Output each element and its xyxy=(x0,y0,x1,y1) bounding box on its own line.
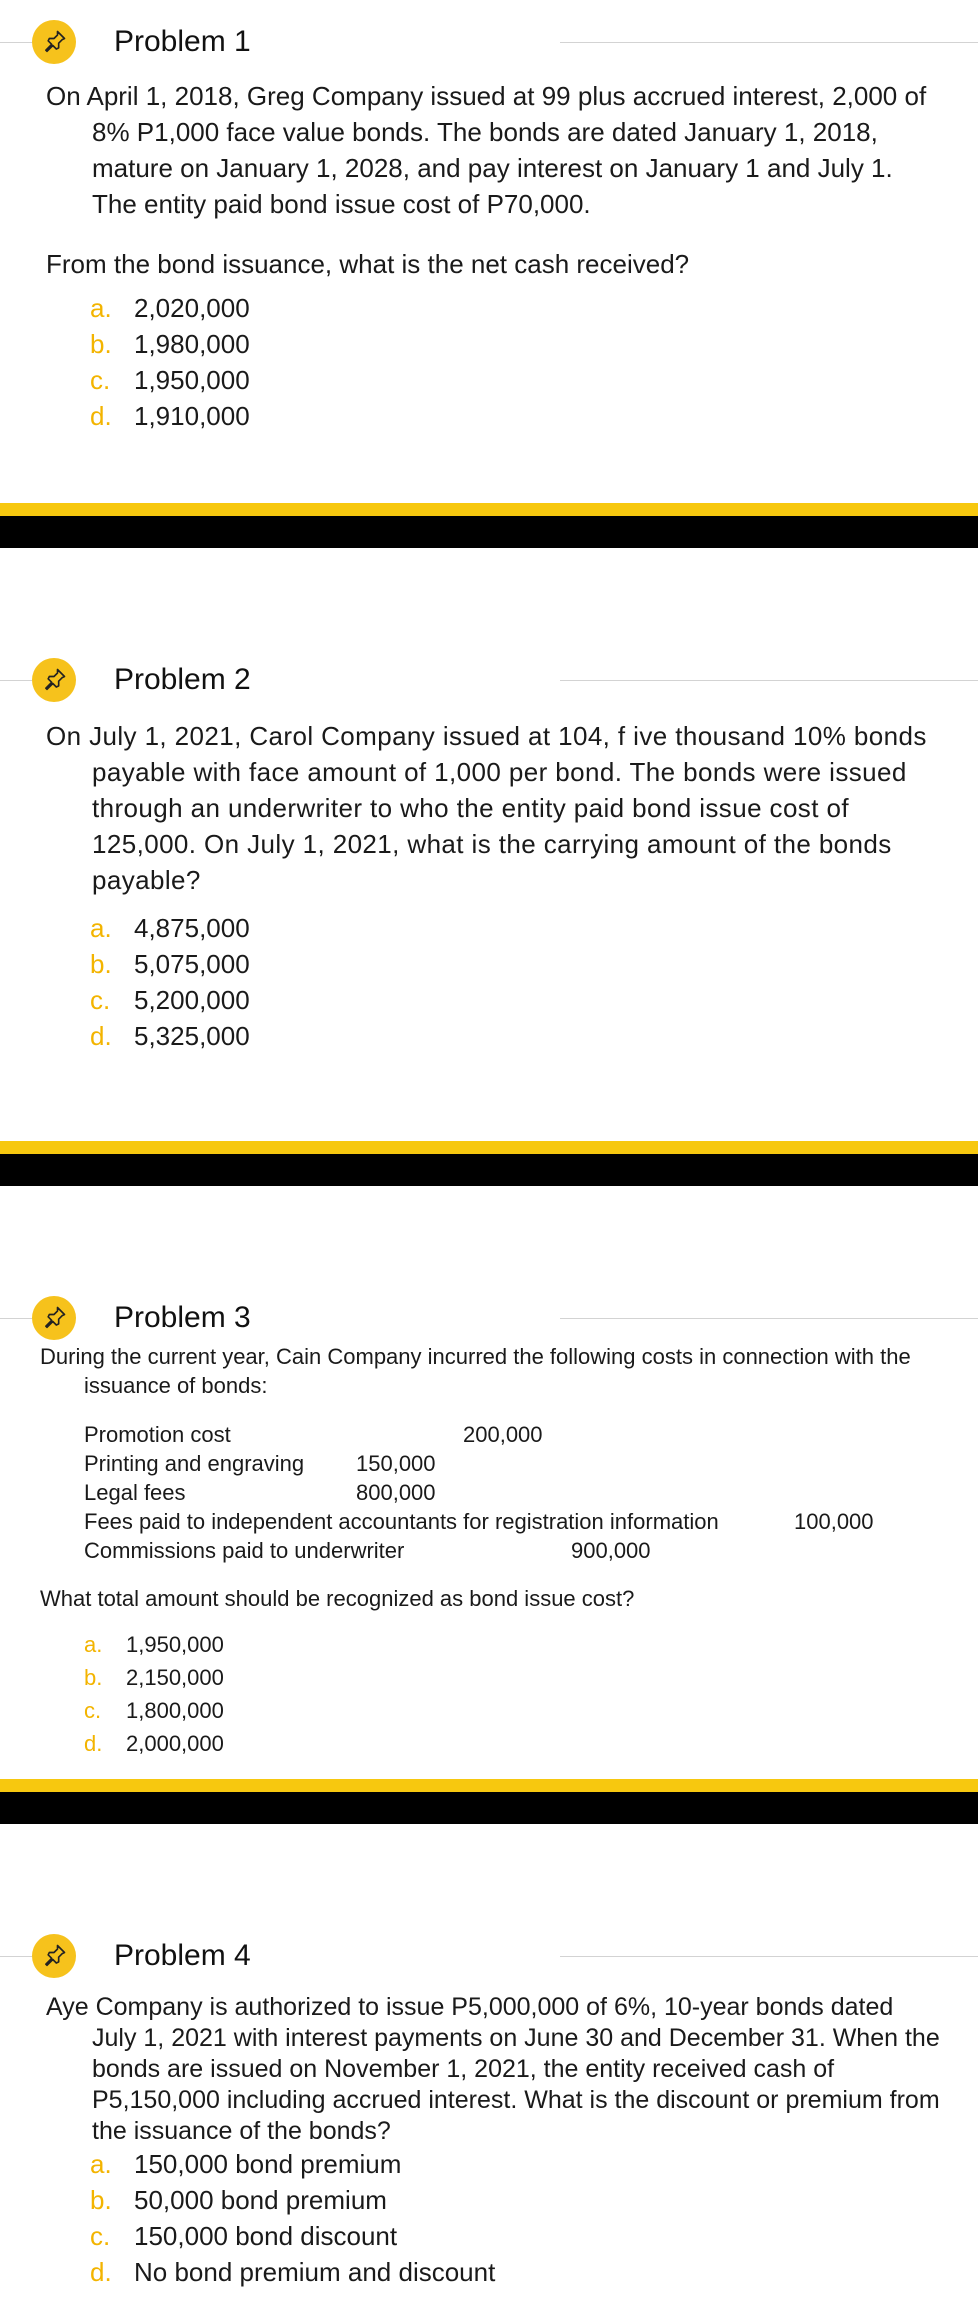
divider-line xyxy=(0,1956,32,1957)
choice-c[interactable]: c. 1,800,000 xyxy=(84,1698,224,1723)
choice-b[interactable]: b. 50,000 bond premium xyxy=(90,2185,387,2215)
choice-c[interactable]: c. 1,950,000 xyxy=(90,365,250,395)
problem-1 xyxy=(0,18,978,431)
choice-c[interactable]: c. 150,000 bond discount xyxy=(90,2221,398,2251)
choice-a[interactable]: a. 1,950,000 xyxy=(84,1632,224,1657)
choice-d[interactable]: d. 1,910,000 xyxy=(90,401,250,431)
pushpin-icon xyxy=(32,1296,76,1340)
problem-3 xyxy=(0,1294,978,1756)
divider-line xyxy=(560,680,978,681)
divider-line xyxy=(560,42,978,43)
choice-d[interactable]: d. No bond premium and discount xyxy=(90,2257,496,2287)
problem-header xyxy=(0,1932,978,1982)
answer-choices xyxy=(90,2146,495,2290)
cost-table xyxy=(84,1420,934,1565)
question-text: During the current year, Cain Company incurred the following costs in connection with the issuance of bonds: xyxy=(40,1344,911,1398)
pushpin-icon xyxy=(32,658,76,702)
question-prompt: What total amount should be recognized as bond issue cost? xyxy=(40,1586,635,1611)
problem-2 xyxy=(0,656,978,1051)
problem-title: Problem 3 xyxy=(114,1301,251,1334)
choice-b[interactable]: b. 1,980,000 xyxy=(90,329,250,359)
separator-black xyxy=(0,1792,978,1824)
choice-a[interactable]: a. 4,875,000 xyxy=(90,913,250,943)
separator-yellow xyxy=(0,1141,978,1154)
question-text: Aye Company is authorized to issue P5,000,000 of 6%, 10-year bonds dated July 1, 2021 with interest payments on June 30 and December 31. When the bonds are issued on November 1, 2021, the entity received cash of P5,150,000 including accrued interest. What is the discount or premium from the issuance of the bonds? xyxy=(46,1993,940,2145)
separator-black xyxy=(0,1154,978,1186)
answer-choices xyxy=(84,1628,224,1760)
separator-yellow xyxy=(0,1779,978,1792)
answer-choices xyxy=(90,910,250,1054)
divider-line xyxy=(560,1956,978,1957)
problem-header xyxy=(0,18,978,68)
divider-line xyxy=(560,1318,978,1319)
cost-row: Fees paid to independent accountants for registration information 100,000 xyxy=(84,1509,874,1534)
problem-header xyxy=(0,1294,978,1344)
problem-title: Problem 1 xyxy=(114,25,251,58)
divider-line xyxy=(0,42,32,43)
separator-black xyxy=(0,516,978,548)
question-text: On April 1, 2018, Greg Company issued at 99 plus accrued interest, 2,000 of 8% P1,000 face value bonds. The bonds are dated January 1, 2018, mature on January 1, 2028, and pay interest on January 1 and July 1. The entity paid bond issue cost of P70,000. xyxy=(46,81,927,219)
choice-a[interactable]: a. 2,020,000 xyxy=(90,293,250,323)
problem-4 xyxy=(0,1932,978,2287)
separator-yellow xyxy=(0,503,978,516)
choice-c[interactable]: c. 5,200,000 xyxy=(90,985,250,1015)
cost-row: Printing and engraving 150,000 xyxy=(84,1451,436,1476)
cost-row: Commissions paid to underwriter 900,000 xyxy=(84,1538,651,1563)
choice-d[interactable]: d. 2,000,000 xyxy=(84,1731,224,1756)
choice-d[interactable]: d. 5,325,000 xyxy=(90,1021,250,1051)
problem-title: Problem 2 xyxy=(114,663,251,696)
pushpin-icon xyxy=(32,20,76,64)
cost-row: Legal fees 800,000 xyxy=(84,1480,436,1505)
question-prompt: From the bond issuance, what is the net cash received? xyxy=(46,249,690,279)
question-text: On July 1, 2021, Carol Company issued at 104, f ive thousand 10% bonds payable with face amount of 1,000 per bond. The bonds were issued through an underwriter to who the entity paid bond issue cost of 125,000. On July 1, 2021, what is the carrying amount of the bonds payable? xyxy=(46,721,927,895)
cost-row: Promotion cost 200,000 xyxy=(84,1422,543,1447)
problem-header xyxy=(0,656,978,706)
problem-title: Problem 4 xyxy=(114,1939,251,1972)
divider-line xyxy=(0,680,32,681)
divider-line xyxy=(0,1318,32,1319)
choice-b[interactable]: b. 2,150,000 xyxy=(84,1665,224,1690)
choice-b[interactable]: b. 5,075,000 xyxy=(90,949,250,979)
pushpin-icon xyxy=(32,1934,76,1978)
answer-choices xyxy=(90,290,250,434)
choice-a[interactable]: a. 150,000 bond premium xyxy=(90,2149,402,2179)
